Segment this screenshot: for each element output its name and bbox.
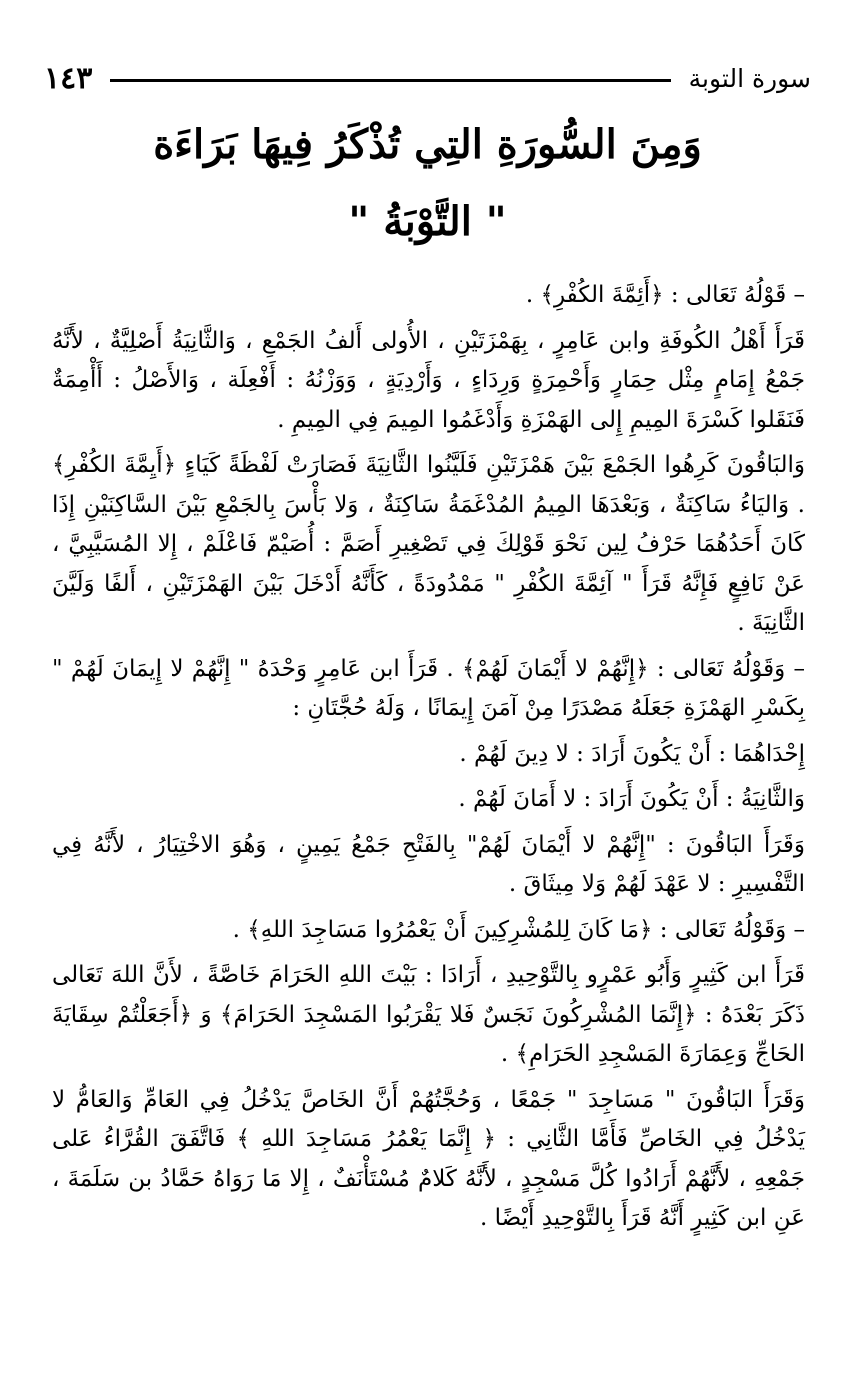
paragraph: – وَقَوْلُهُ تَعَالى : ﴿مَا كَانَ لِلمُشْرِكِينَ أَنْ يَعْمُرُوا مَسَاجِدَ اللهِ﴾ . <box>232 916 805 943</box>
paragraph: وَالبَاقُونَ كَرِهُوا الجَمْعَ بَيْنَ هَمْزَتَيْنِ فَلَيَّنُوا الثَّانِيَةَ فَصَارَتْ لَفْظَةً كَيَاءٍ ﴿أَيِمَّةَ الكُفْرِ﴾ . وَاليَاءُ سَاكِنَةٌ ، وَبَعْدَهَا المِيمُ المُدْغَمَةُ سَاكِنَةٌ ، وَلا بَأْسَ بِالجَمْعِ بَيْنَ السَّاكِنَيْنِ إِذَا كَانَ أَحَدُهُمَا حَرْفُ لِين نَحْوَ قَوْلِكَ فِي تَصْغِيرِ أَصَمَّ : أُصَيْمّ فَاعْلَمْ ، إِلا المُسَيَّبِيَّ ، عَنْ نَافِعٍ فَإِنَّهُ قَرَأَ " آئِمَّةَ الكُفْرِ " مَمْدُودَةً ، كَأَنَّهُ أَدْخَلَ بَيْنَ الهَمْزَتَيْنِ ، أَلفًا وَلَيَّنَ الثَّانِيَةَ . <box>52 452 805 636</box>
paragraph: وَالثَّانِيَةُ : أَنْ يَكُونَ أَرَادَ : لا أَمَانَ لَهُمْ . <box>458 786 805 812</box>
body-text <box>52 276 805 1239</box>
paragraph: قَرَأَ ابن كَثِيرٍ وَأَبُو عَمْرٍو بِالتَّوْحِيدِ ، أَرَادَا : بَيْتَ اللهِ الحَرَامَ خَاصَّةً ، لأَنَّ اللهَ تَعَالى ذَكَرَ بَعْدَهُ : ﴿إِنَّمَا المُشْرِكُونَ نَجَسٌ فَلا يَقْرَبُوا المَسْجِدَ الحَرَامَ﴾ وَ ﴿أَجَعَلْتُمْ سِقَايَةَ الحَاجِّ وَعِمَارَةَ المَسْجِدِ الحَرَامِ﴾ . <box>52 962 805 1067</box>
page-header <box>44 56 811 100</box>
running-head-sura-name: سورة التوبة <box>688 63 811 93</box>
paragraph: – وَقَوْلُهُ تَعَالى : ﴿إِنَّهُمْ لا أَيْمَانَ لَهُمْ﴾ . قَرَأَ ابن عَامِرٍ وَحْدَهُ " إِنَّهُمْ لا إِيمَانَ لَهُمْ " بِكَسْرِ الهَمْزَةِ جَعَلَهُ مَصْدَرًا مِنْ آمَنَ إِيمَانًا ، وَلَهُ حُجَّتَانِ : <box>52 655 805 721</box>
paragraph: قَرَأَ أَهْلُ الكُوفَةِ وابن عَامِرٍ ، بِهَمْزَتَيْنِ ، الأُولى أَلفُ الجَمْعِ ، وَالثَّانِيَةُ أَصْلِيَّةٌ ، لأَنَّهُ جَمْعُ إِمَامٍ مِثْل حِمَارٍ وَأَحْمِرَةٍ وَرِدَاءٍ ، وَأَرْدِيَةٍ ، وَوَزْنُهُ : أَفْعِلَة ، وَالأَصْلُ : أَأْمِمَةٌ فَنَقَلوا كَسْرَةَ المِيمِ إِلى الهَمْزَةِ وَأَدْغَمُوا المِيمَ فِي المِيمِ . <box>52 327 805 433</box>
header-rule <box>110 79 670 82</box>
page-number: ١٤٣ <box>44 60 93 96</box>
paragraph: – قَوْلُهُ تَعَالى : ﴿أَئِمَّةَ الكُفْرِ﴾ . <box>525 282 805 308</box>
chapter-subtitle: " التَّوْبَةُ " <box>348 198 507 245</box>
chapter-title: وَمِنَ السُّورَةِ التِي تُذْكَرُ فِيهَا بَرَاءَة <box>153 121 702 168</box>
paragraph: إِحْدَاهُمَا : أَنْ يَكُونَ أَرَادَ : لا دِينَ لَهُمْ . <box>459 740 805 767</box>
paragraph: وَقَرَأَ البَاقُونَ : "إِنَّهُمْ لا أَيْمَانَ لَهُمْ" بِالفَتْحِ جَمْعُ يَمِينٍ ، وَهُوَ الاخْتِيَارُ ، لأَنَّهُ فِي التَّفْسِيرِ : لا عَهْدَ لَهُمْ وَلا مِيثَاقَ . <box>52 831 805 897</box>
paragraph: وَقَرَأَ البَاقُونَ " مَسَاجِدَ " جَمْعًا ، وَحُجَّتُهُمْ أَنَّ الخَاصَّ يَدْخُلُ فِي العَامِّ وَالعَامُّ لا يَدْخُلُ فِي الخَاصِّ فَأَمَّا الثَّانِي : ﴿ إِنَّمَا يَعْمُرُ مَسَاجِدَ اللهِ ﴾ فَاتَّفَقَ القُرَّاءُ عَلى جَمْعِهِ ، لأَنَّهُمْ أَرَادُوا كُلَّ مَسْجِدٍ ، لأَنَّهُ كَلامٌ مُسْتَأْنَفٌ ، إِلا مَا رَوَاهُ حَمَّادُ بن سَلَمَةَ ، عَنِ ابن كَثِيرٍ أَنَّهُ قَرَأَ بِالتَّوْحِيدِ أَيْضًا . <box>52 1086 805 1231</box>
